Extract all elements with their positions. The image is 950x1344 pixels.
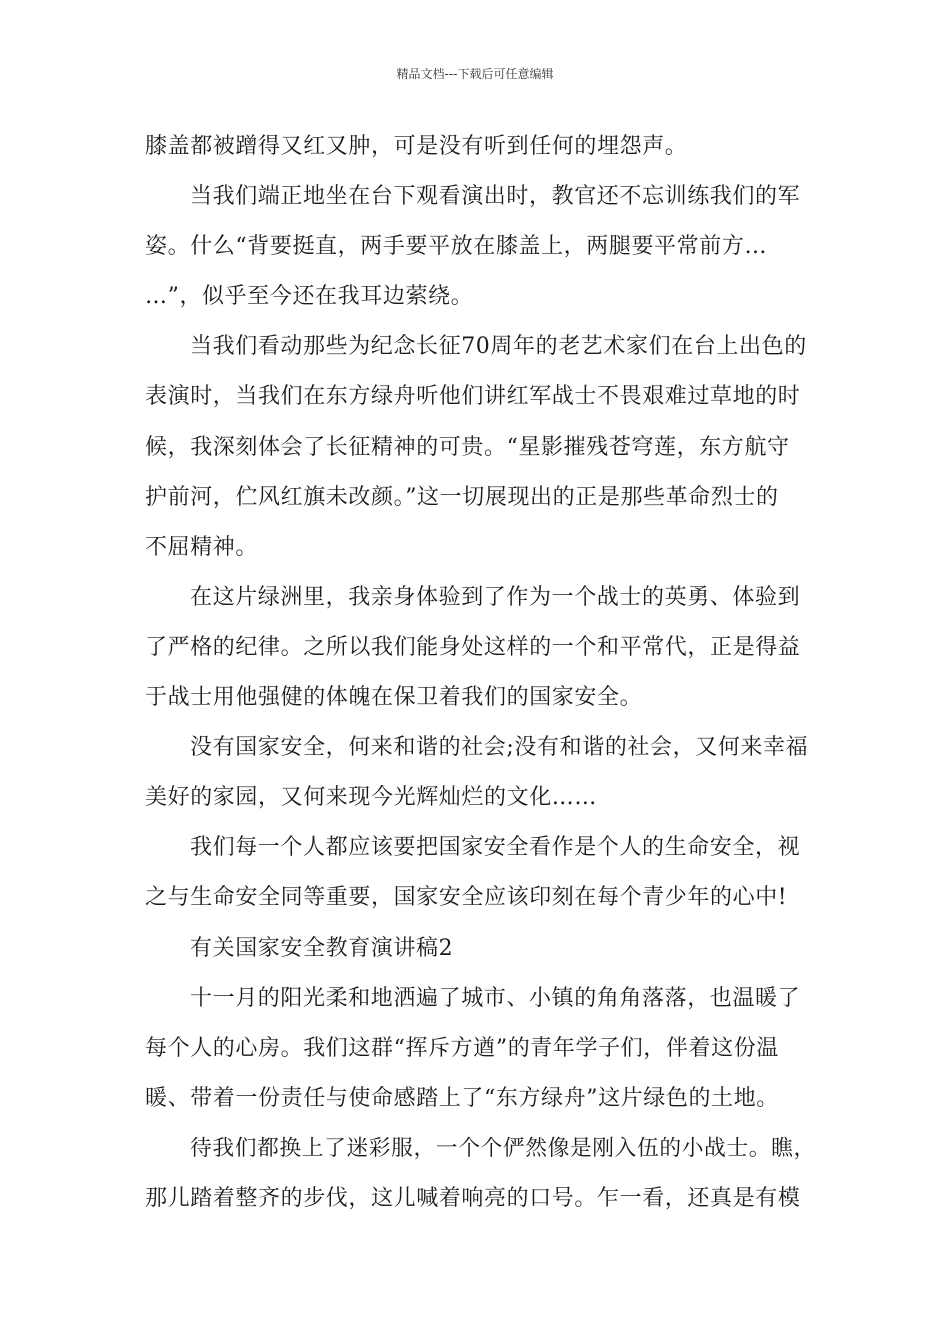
text-line: 于战士用他强健的体魄在保卫着我们的国家安全。 xyxy=(145,685,643,711)
text-line: 在这片绿洲里，我亲身体验到了作为一个战士的英勇、体验到 xyxy=(190,584,801,610)
text-line: 之与生命安全同等重要，国家安全应该印刻在每个青少年的心中! xyxy=(145,885,788,911)
text-line: 候，我深刻体会了长征精神的可贵。“星影摧残苍穹莲，东方航守 xyxy=(145,434,790,460)
text-line: 待我们都换上了迷彩服，一个个俨然像是刚入伍的小战士。瞧， xyxy=(190,1135,816,1161)
text-line: 当我们看动那些为纪念长征70周年的老艺术家们在台上出色的 xyxy=(190,334,807,360)
text-line: 暖、带着一份责任与使命感踏上了“东方绿舟”这片绿色的土地。 xyxy=(145,1085,779,1111)
text-line: 膝盖都被蹭得又红又肿，可是没有听到任何的埋怨声。 xyxy=(145,134,688,159)
text-line: 姿。什么“背要挺直，两手要平放在膝盖上，两腿要平常前方… xyxy=(145,234,768,260)
text-line: 那儿踏着整齐的步伐，这儿喊着响亮的口号。乍一看，还真是有模 xyxy=(145,1185,801,1211)
text-line: …”，似乎至今还在我耳边萦绕。 xyxy=(145,284,474,310)
text-line: 没有国家安全，何来和谐的社会;没有和谐的社会，又何来幸福 xyxy=(190,735,809,761)
text-line: 每个人的心房。我们这群“挥斥方遒”的青年学子们，伴着这份温 xyxy=(145,1035,779,1061)
document-body xyxy=(145,122,816,1224)
text-line: 我们每一个人都应该要把国家安全看作是个人的生命安全，视 xyxy=(190,835,801,861)
text-line: 表演时，当我们在东方绿舟听他们讲红军战士不畏艰难过草地的时 xyxy=(145,384,801,410)
text-line: 了严格的纪律。之所以我们能身处这样的一个和平常代，正是得益 xyxy=(145,634,801,660)
text-line: 当我们端正地坐在台下观看演出时，教官还不忘训练我们的军 xyxy=(190,184,801,210)
page-header-watermark: 精品文档---下载后可任意编辑 xyxy=(396,67,554,81)
text-line: 有关国家安全教育演讲稿2 xyxy=(190,935,454,961)
text-line: 十一月的阳光柔和地洒遍了城市、小镇的角角落落，也温暖了 xyxy=(190,985,801,1011)
text-line: 护前河，伫风红旗未改颜。”这一切展现出的正是那些革命烈士的 xyxy=(145,484,779,510)
text-line: 美好的家园，又何来现今光辉灿烂的文化…… xyxy=(145,785,598,811)
text-line: 不屈精神。 xyxy=(145,534,259,560)
